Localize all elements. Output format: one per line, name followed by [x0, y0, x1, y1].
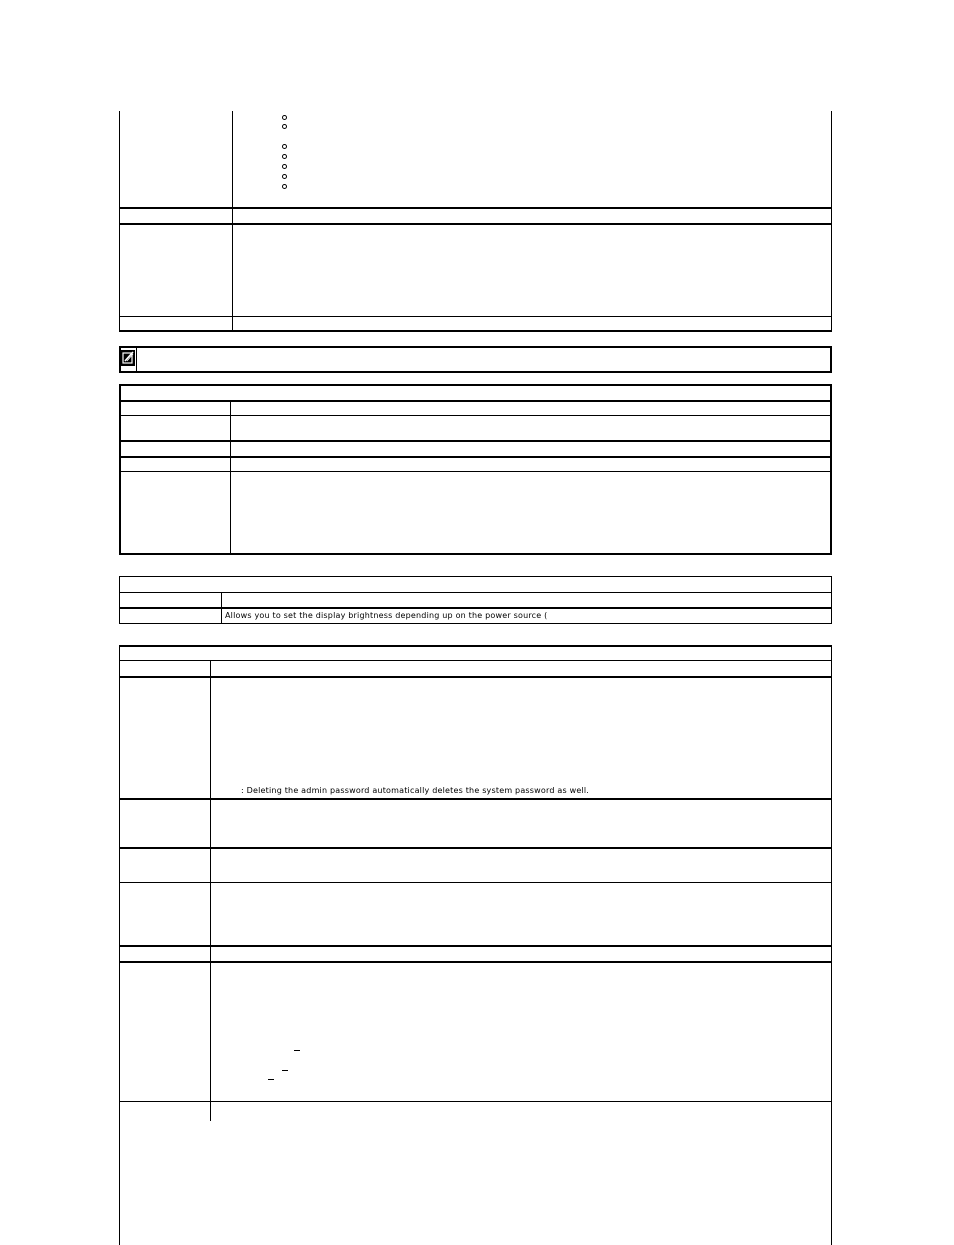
list-bullet-icon — [282, 144, 287, 149]
table-row-divider — [119, 207, 832, 209]
table-row-divider — [119, 592, 832, 593]
table-row-divider — [119, 316, 832, 317]
list-bullet-icon — [282, 154, 287, 159]
admin-password-note: : Deleting the admin password automatically deletes the system password as well. — [241, 786, 590, 795]
brightness-description: Allows you to set the display brightness depending up on the power source ( — [225, 611, 548, 620]
table-row-divider — [119, 961, 832, 963]
table-row-divider — [119, 660, 832, 661]
note-box — [119, 346, 832, 373]
table-row-divider — [119, 676, 832, 678]
list-bullet-icon — [282, 164, 287, 169]
table-1-column-divider — [232, 111, 233, 331]
table-row-divider — [119, 798, 832, 800]
list-bullet-icon — [282, 174, 287, 179]
table-4-column-divider — [210, 661, 211, 1121]
dash-mark — [294, 1050, 300, 1051]
table-row-divider — [119, 471, 832, 472]
list-bullet-icon — [282, 124, 287, 129]
dash-mark — [268, 1079, 274, 1080]
note-pencil-icon — [121, 350, 135, 366]
table-row-divider — [119, 1101, 832, 1102]
table-row-divider — [119, 882, 832, 883]
table-3-column-divider — [221, 593, 222, 623]
list-bullet-icon — [282, 115, 287, 120]
note-divider — [136, 348, 137, 371]
list-bullet-icon — [282, 184, 287, 189]
table-row-divider — [119, 415, 832, 416]
table-row-divider — [119, 440, 832, 442]
table-row-divider — [119, 456, 832, 458]
table-2-column-divider — [230, 401, 231, 554]
table-row-divider — [119, 607, 832, 609]
table-row-divider — [119, 847, 832, 849]
dash-mark — [282, 1070, 288, 1071]
table-1-continuation — [119, 111, 832, 332]
table-row-divider — [119, 400, 832, 402]
table-row-divider — [119, 945, 832, 947]
table-row-divider — [119, 223, 832, 225]
table-2 — [119, 384, 832, 555]
